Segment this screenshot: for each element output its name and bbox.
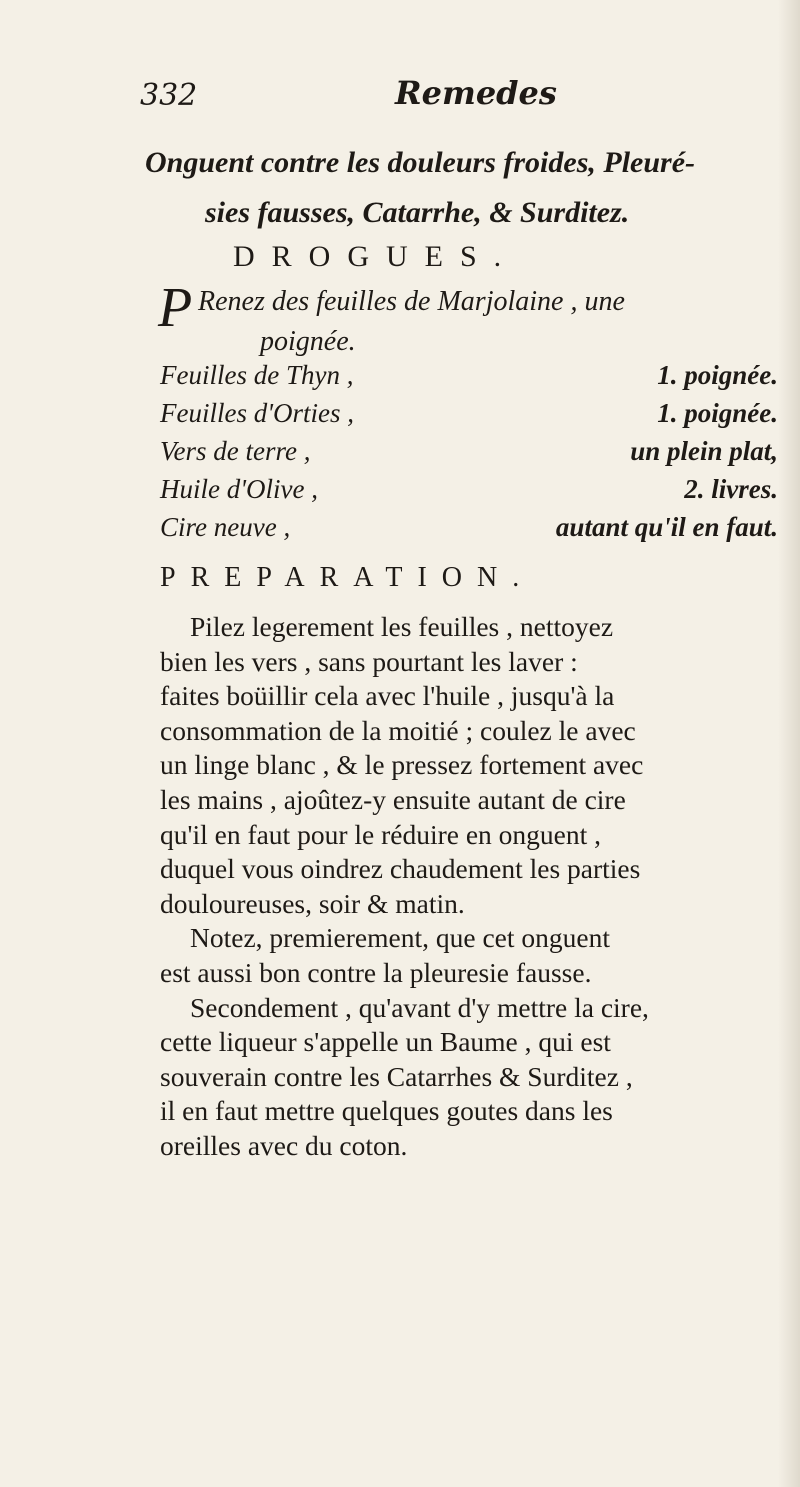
page-edge-shadow: [778, 0, 800, 1487]
text-line: est aussi bon contre la pleuresie fausse.: [160, 956, 592, 988]
text-line: faites boüillir cela avec l'huile , jusqu'à la: [160, 680, 615, 712]
page-number: 332: [140, 78, 198, 113]
text-line: les mains , ajoûtez-y ensuite autant de cire: [160, 783, 626, 815]
intro-line-2: poignée.: [260, 326, 356, 357]
text-line: cette liqueur s'appelle un Baume , qui est: [160, 1026, 611, 1058]
text-line: duquel vous oindrez chaudement les parties: [160, 853, 641, 885]
ingredient-row: [160, 474, 778, 512]
paragraph: [160, 991, 780, 1164]
text-line: qu'il en faut pour le réduire en onguent ,: [160, 818, 601, 850]
text-line: douloureuses, soir & matin.: [160, 887, 465, 919]
ingredient-name: Huile d'Olive ,: [160, 474, 318, 504]
recipe-title-line-1: Onguent contre les douleurs froides, Pleuré-: [145, 146, 696, 179]
ingredient-name: Vers de terre ,: [160, 436, 311, 466]
ingredient-quantity: un plein plat,: [630, 436, 778, 466]
ingredient-row: [160, 360, 778, 398]
preparation-text: [160, 610, 780, 1164]
text-line: Pilez legerement les feuilles , nettoyez: [190, 611, 614, 642]
drop-cap: P: [158, 277, 193, 339]
ingredient-name: Feuilles de Thyn ,: [160, 360, 354, 390]
ingredient-row: [160, 436, 778, 474]
recipe-title: [145, 138, 745, 238]
running-head: Remedes: [395, 74, 557, 112]
text-line: souverain contre les Catarrhes & Surditez ,: [160, 1060, 633, 1092]
text-line: un linge blanc , & le pressez fortement avec: [160, 749, 644, 781]
intro-text: [158, 277, 780, 362]
ingredient-quantity: 2. livres.: [684, 474, 778, 504]
ingredient-row: [160, 512, 778, 550]
paragraph: [160, 610, 780, 921]
ingredient-quantity: 1. poignée.: [657, 398, 778, 428]
text-line: consommation de la moitié ; coulez le avec: [160, 714, 636, 746]
text-line: Secondement , qu'avant d'y mettre la cire,: [190, 991, 649, 1023]
intro-line-1: Renez des feuilles de Marjolaine , une: [198, 286, 625, 317]
ingredient-name: Cire neuve ,: [160, 512, 291, 542]
ingredient-list: [160, 360, 778, 550]
text-line: oreilles avec du coton.: [160, 1129, 408, 1161]
ingredient-name: Feuilles d'Orties ,: [160, 398, 354, 428]
paragraph: [160, 921, 780, 990]
ingredient-row: [160, 398, 778, 436]
ingredient-quantity: autant qu'il en faut.: [555, 512, 778, 542]
recipe-title-line-2: sies fausses, Catarrhe, & Surditez.: [205, 196, 630, 229]
text-line: bien les vers , sans pourtant les laver :: [160, 645, 578, 677]
drugs-heading: DROGUES.: [233, 240, 519, 273]
text-line: il en faut mettre quelques goutes dans les: [160, 1095, 613, 1127]
page-header: [140, 74, 700, 118]
preparation-heading: PREPARATION.: [160, 562, 535, 593]
text-line: Notez, premierement, que cet onguent: [190, 922, 610, 954]
ingredient-quantity: 1. poignée.: [657, 360, 778, 390]
